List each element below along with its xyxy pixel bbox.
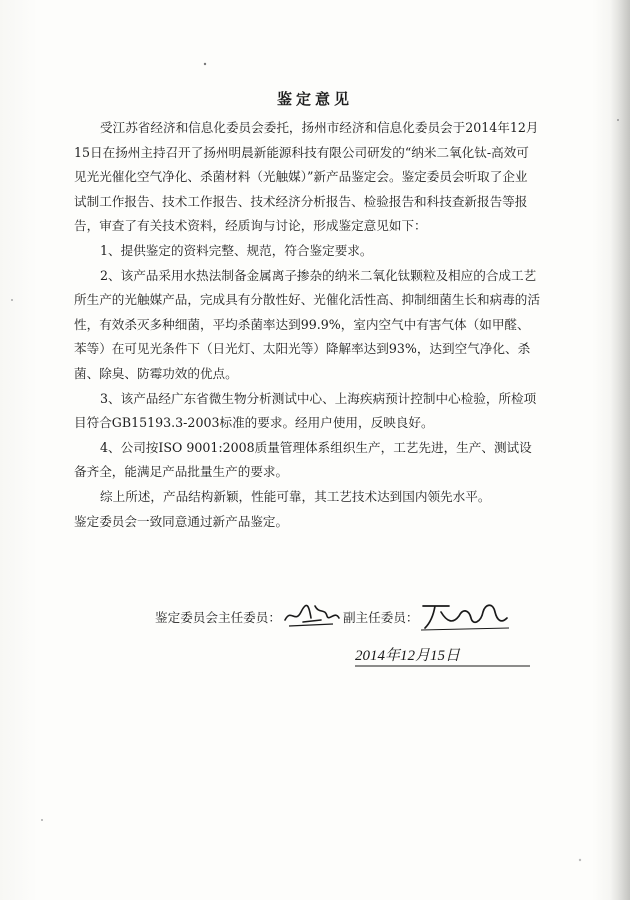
date-text: 2014年12月15日 bbox=[355, 648, 461, 664]
handwritten-date-drawing bbox=[355, 640, 535, 670]
opinion-item-4: 4、公司按ISO 9001:2008质量管理体系组织生产，工艺先进，生产、测试设备齐全，能满足产品批量生产的要求。 bbox=[74, 439, 532, 480]
scan-edge-shadow bbox=[610, 0, 630, 900]
chair-signature bbox=[281, 600, 343, 633]
summary-paragraph: 综上所述，产品结构新颖，性能可靠，其工艺技术达到国内领先水平。 bbox=[100, 488, 491, 504]
conclusion-line: 鉴定委员会一致同意通过新产品鉴定。 bbox=[74, 513, 289, 529]
chair-label: 鉴定委员会主任委员： bbox=[155, 610, 281, 625]
vice-chair-label: 副主任委员： bbox=[342, 610, 419, 625]
document-title: 鉴定意见 bbox=[276, 90, 353, 108]
intro-paragraph: 受江苏省经济和信息化委员会委托，扬州市经济和信息化委员会于2014年12月15日在扬州主持召开了扬州明晨新能源科技有限公司研发的“纳米二氧化钛-高效可见光光催化空气净化、杀菌材料（光触媒）”新产品鉴定会。鉴定委员会听取了企业试制工作报告、技术工作报告、技术经济分析报告、检验报告和科技查新报告等报告，审查了有关技术资料，经质询与讨论，形成鉴定意见如下： bbox=[74, 120, 539, 234]
document-body bbox=[74, 116, 540, 534]
opinion-item-1: 1、提供鉴定的资料完整、规范，符合鉴定要求。 bbox=[100, 242, 373, 258]
handwritten-date bbox=[355, 640, 535, 670]
opinion-item-3: 3、该产品经广东省微生物分析测试中心、上海疾病预计控制中心检验，所检项目符合GB15193.3-2003标准的要求。经用户使用，反映良好。 bbox=[74, 390, 537, 431]
opinion-item-2: 2、该产品采用水热法制备金属离子掺杂的纳米二氧化钛颗粒及相应的合成工艺所生产的光触媒产品，完成具有分散性好、光催化活性高、抑制细菌生长和病毒的活性，有效杀灭多种细菌，平均杀菌率达到99.9%，室内空气中有害气体（如甲醛、苯等）在可见光条件下（日光灯、太阳光等）降解率达到93%，达到空气净化、杀菌、除臭、防霉功效的优点。 bbox=[74, 267, 540, 381]
vice-chair-signature bbox=[419, 598, 511, 635]
signature-line bbox=[155, 598, 555, 635]
